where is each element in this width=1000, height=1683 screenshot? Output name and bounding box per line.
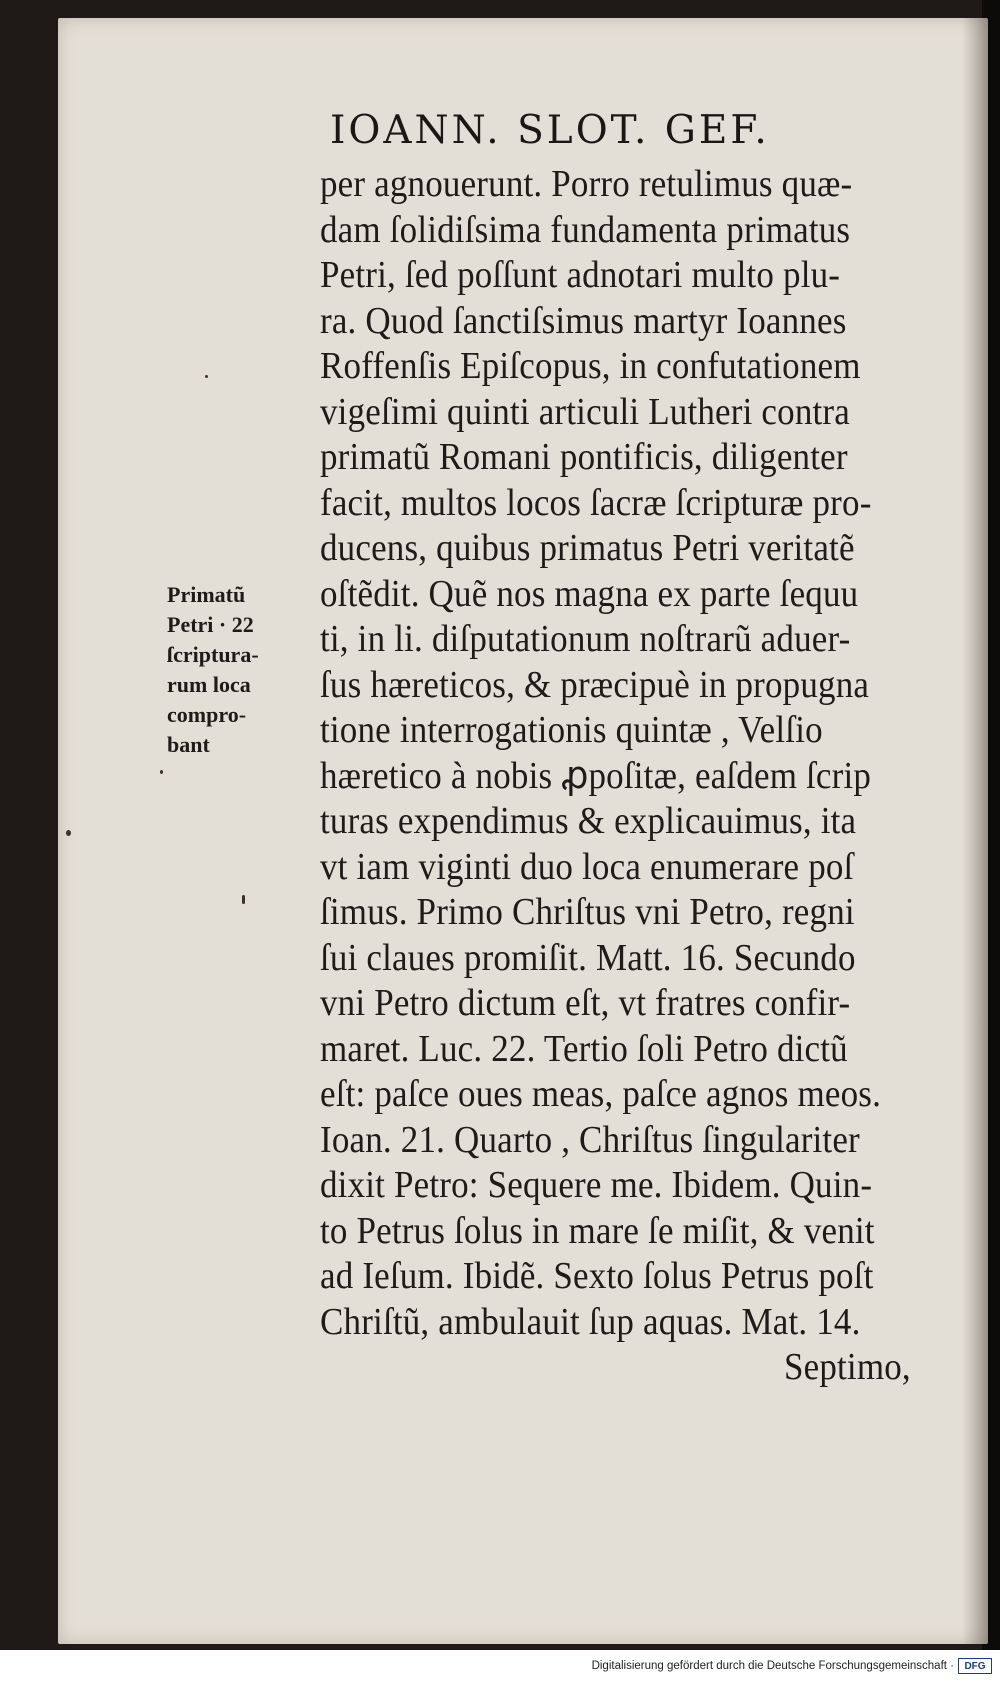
text-line: hæretico à nobis ꝓpoſitæ, eaſdem ſcrip	[320, 754, 872, 797]
text-line: to Petrus ſolus in mare ſe miſit, & venit	[320, 1209, 875, 1252]
main-text-block	[320, 162, 980, 1391]
marginal-note-line: Primatũ	[167, 582, 246, 607]
paper-speck	[160, 770, 163, 774]
marginal-note-line: bant	[167, 732, 210, 757]
text-line: ad Ieſum. Ibidẽ. Sexto ſolus Petrus poſt	[320, 1255, 874, 1297]
dfg-logo: DFG	[958, 1658, 992, 1674]
text-line: Chriſtũ, ambulauit ſup aquas. Mat. 14.	[320, 1300, 861, 1343]
marginal-note-line: compro-	[167, 702, 247, 727]
paper-speck	[242, 895, 245, 904]
text-line: ti, in li. diſputationum noſtrarũ aduer-	[320, 618, 851, 660]
paper-speck	[205, 375, 208, 378]
running-head: IOANN. SLOT. GEF.	[330, 108, 770, 153]
text-line: maret. Luc. 22. Tertio ſoli Petro dictũ	[320, 1027, 848, 1070]
text-line: Ioan. 21. Quarto , Chriſtus ſingulariter	[320, 1118, 860, 1161]
text-line: ſus hæreticos, & præcipuè in propugna	[320, 663, 870, 706]
text-line: tione interrogationis quintæ , Velſio	[320, 709, 823, 751]
marginal-note-line: rum loca	[167, 672, 251, 697]
text-line: dam ſolidiſsima fundamenta primatus	[320, 208, 851, 251]
text-line: vni Petro dictum eſt, vt fratres confir-	[320, 982, 851, 1024]
catchword: Septimo,	[783, 1346, 911, 1388]
text-line: ducens, quibus primatus Petri veritatẽ	[320, 527, 855, 569]
text-line: ſimus. Primo Chriſtus vni Petro, regni	[320, 891, 855, 933]
text-line: Roffenſis Epiſcopus, in confutationem	[320, 345, 861, 387]
text-line: per agnouerunt. Porro retulimus quæ-	[320, 163, 853, 205]
text-line: vt iam viginti duo loca enumerare poſ	[320, 845, 854, 888]
marginal-note-line: Petri · 22	[167, 612, 254, 637]
text-line: ra. Quod ſanctiſsimus martyr Ioannes	[320, 299, 847, 342]
paper-speck	[66, 830, 71, 836]
text-line: oſtẽdit. Quẽ nos magna ex parte ſequu	[320, 572, 859, 615]
text-line: turas expendimus & explicauimus, ita	[320, 800, 857, 842]
text-line: Petri, ſed poſſunt adnotari multo plu-	[320, 254, 841, 296]
marginal-note-line: ſcriptura-	[167, 642, 259, 667]
text-line: dixit Petro: Sequere me. Ibidem. Quin-	[320, 1164, 873, 1206]
text-line: eſt: paſce oues meas, paſce agnos meos.	[320, 1073, 882, 1115]
digitization-credit: Digitalisierung gefördert durch die Deutsche Forschungsgemeinschaft ·	[591, 1660, 954, 1672]
text-line: facit, multos locos ſacræ ſcripturæ pro-	[320, 481, 872, 524]
marginal-note	[167, 580, 307, 760]
text-line: vigeſimi quinti articuli Lutheri contra	[320, 390, 850, 433]
text-line: primatũ Romani pontificis, diligenter	[320, 436, 848, 478]
text-line: ſui claues promiſit. Matt. 16. Secundo	[320, 936, 856, 979]
